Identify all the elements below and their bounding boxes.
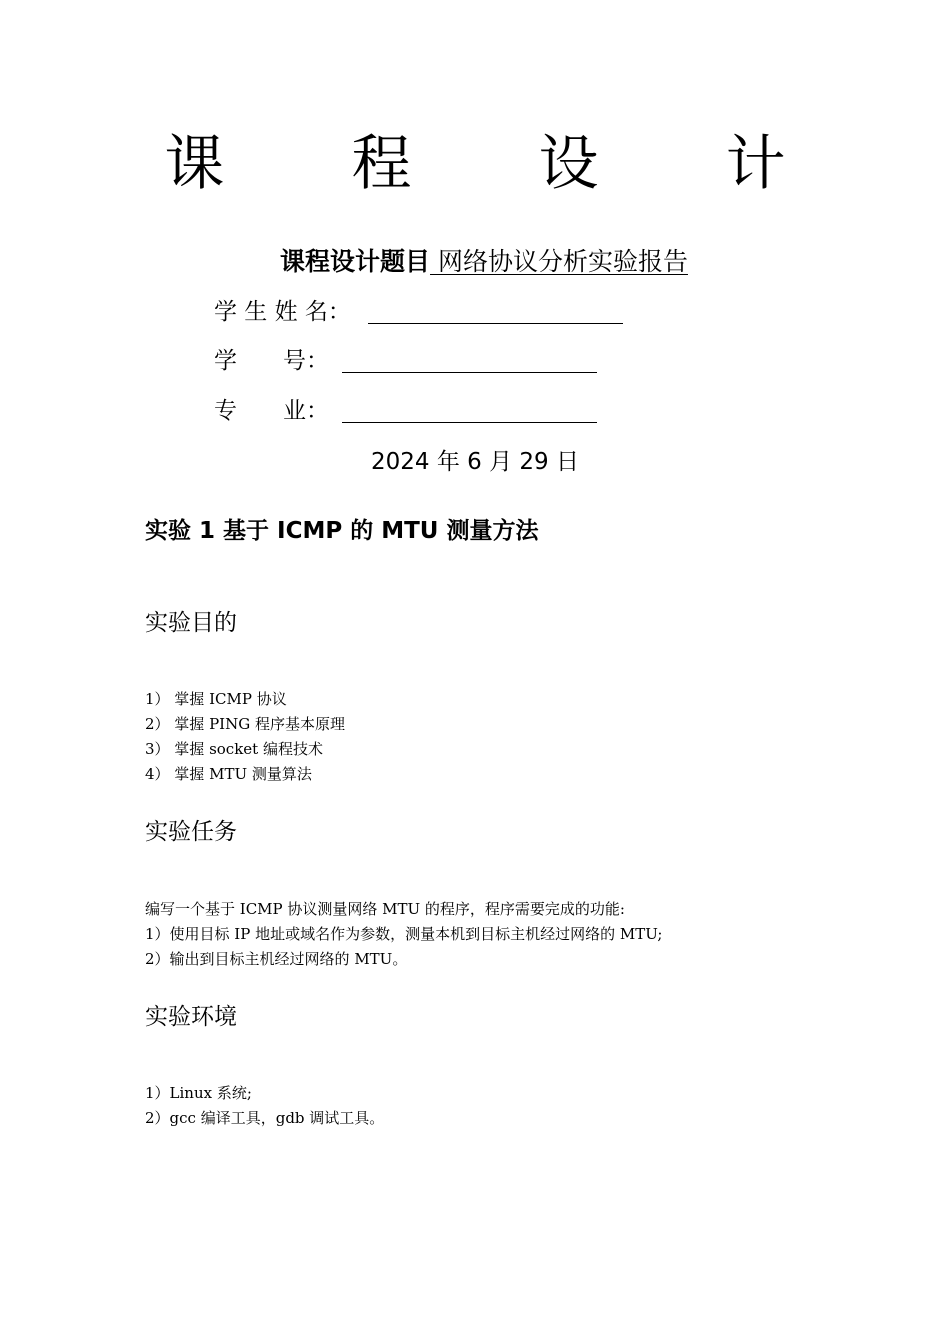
list-item: 4） 掌握 MTU 测量算法 (145, 765, 312, 783)
major-label: 专 业： (214, 398, 329, 424)
list-item: 1）使用目标 IP 地址或域名作为参数，测量本机到目标主机经过网络的 MTU; (145, 925, 663, 943)
student-name-row (214, 296, 351, 328)
topic-label: 课程设计题目 (280, 247, 431, 276)
purpose-list (145, 687, 345, 787)
task-list (145, 897, 662, 972)
major-row (214, 395, 329, 427)
list-item: 2）gcc 编译工具，gdb 调试工具。 (145, 1109, 385, 1127)
topic-value: 网络协议分析实验报告 (430, 247, 688, 276)
task-heading: 实验任务 (145, 819, 237, 845)
student-id-blank[interactable] (342, 372, 597, 373)
experiment-title: 实验 1 基于 ICMP 的 MTU 测量方法 (145, 518, 539, 544)
topic-line (280, 244, 688, 280)
report-date: 2024 年 6 月 29 日 (371, 449, 579, 475)
list-item: 1）Linux 系统; (145, 1084, 252, 1102)
purpose-heading: 实验目的 (145, 610, 237, 636)
student-id-row (214, 345, 329, 377)
student-name-blank[interactable] (368, 323, 623, 324)
list-item: 编写一个基于 ICMP 协议测量网络 MTU 的程序，程序需要完成的功能: (145, 900, 625, 918)
environment-list (145, 1081, 384, 1131)
student-id-label: 学 号： (214, 348, 329, 374)
list-item: 2） 掌握 PING 程序基本原理 (145, 715, 345, 733)
list-item: 2）输出到目标主机经过网络的 MTU。 (145, 950, 408, 968)
cover-title: 课 程 设 计 (164, 129, 840, 199)
student-name-label: 学 生 姓 名： (214, 299, 351, 325)
major-blank[interactable] (342, 422, 597, 423)
environment-heading: 实验环境 (145, 1004, 237, 1030)
list-item: 1） 掌握 ICMP 协议 (145, 690, 287, 708)
list-item: 3） 掌握 socket 编程技术 (145, 740, 323, 758)
